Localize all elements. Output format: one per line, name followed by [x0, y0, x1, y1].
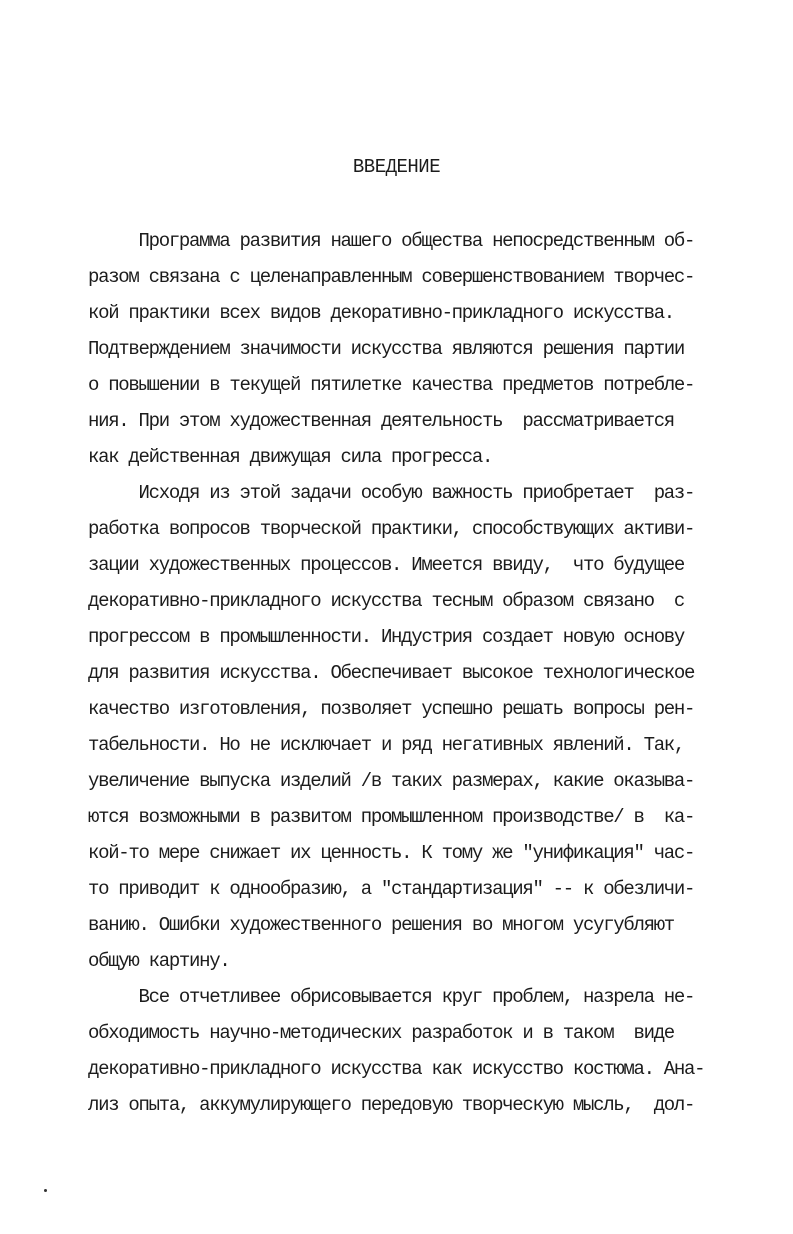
text-line: общую картину.: [88, 950, 230, 972]
text-line: работка вопросов творческой практики, способствующих активи-: [88, 518, 695, 540]
text-line: о повышении в текущей пятилетке качества предметов потребле-: [88, 374, 695, 396]
text-line: кой-то мере снижает их ценность. К тому же "унификация" час-: [88, 842, 695, 864]
text-line: для развития искусства. Обеспечивает высокое технологическое: [88, 662, 695, 684]
text-line: декоративно-прикладного искусства тесным образом связано с: [88, 590, 685, 612]
text-line: ванию. Ошибки художественного решения во многом усугубляют: [88, 914, 674, 936]
text-line: разом связана с целенаправленным совершенствованием творчес-: [88, 266, 695, 288]
text-line: кой практики всех видов декоративно-прикладного искусства.: [88, 302, 674, 324]
text-line: обходимость научно-методических разработок и в таком виде: [88, 1022, 674, 1044]
text-line: прогрессом в промышленности. Индустрия создает новую основу: [88, 626, 685, 648]
margin-speck: [44, 1189, 47, 1192]
text-line: Подтверждением значимости искусства являются решения партии: [88, 338, 685, 360]
text-line: как действенная движущая сила прогресса.: [88, 446, 493, 468]
page-title: ВВЕДЕНИЕ: [352, 156, 441, 178]
text-line: качество изготовления, позволяет успешно решать вопросы рен-: [88, 698, 695, 720]
text-line: ются возможными в развитом промышленном производстве/ в ка-: [88, 806, 695, 828]
text-line: лиз опыта, аккумулирующего передовую творческую мысль, дол-: [88, 1094, 695, 1116]
text-line: Исходя из этой задачи особую важность приобретает раз-: [88, 482, 695, 504]
text-line: табельности. Но не исключает и ряд негативных явлений. Так,: [88, 734, 685, 756]
text-line: зации художественных процессов. Имеется ввиду, что будущее: [88, 554, 685, 576]
text-line: увеличение выпуска изделий /в таких размерах, какие оказыва-: [88, 770, 695, 792]
text-line: то приводит к однообразию, а "стандартизация" -- к обезличи-: [88, 878, 695, 900]
text-line: декоративно-прикладного искусства как искусство костюма. Ана-: [88, 1058, 705, 1080]
text-line: Все отчетливее обрисовывается круг проблем, назрела не-: [88, 986, 695, 1008]
text-line: ния. При этом художественная деятельность рассматривается: [88, 410, 674, 432]
text-line: Программа развития нашего общества непосредственным об-: [88, 230, 695, 252]
